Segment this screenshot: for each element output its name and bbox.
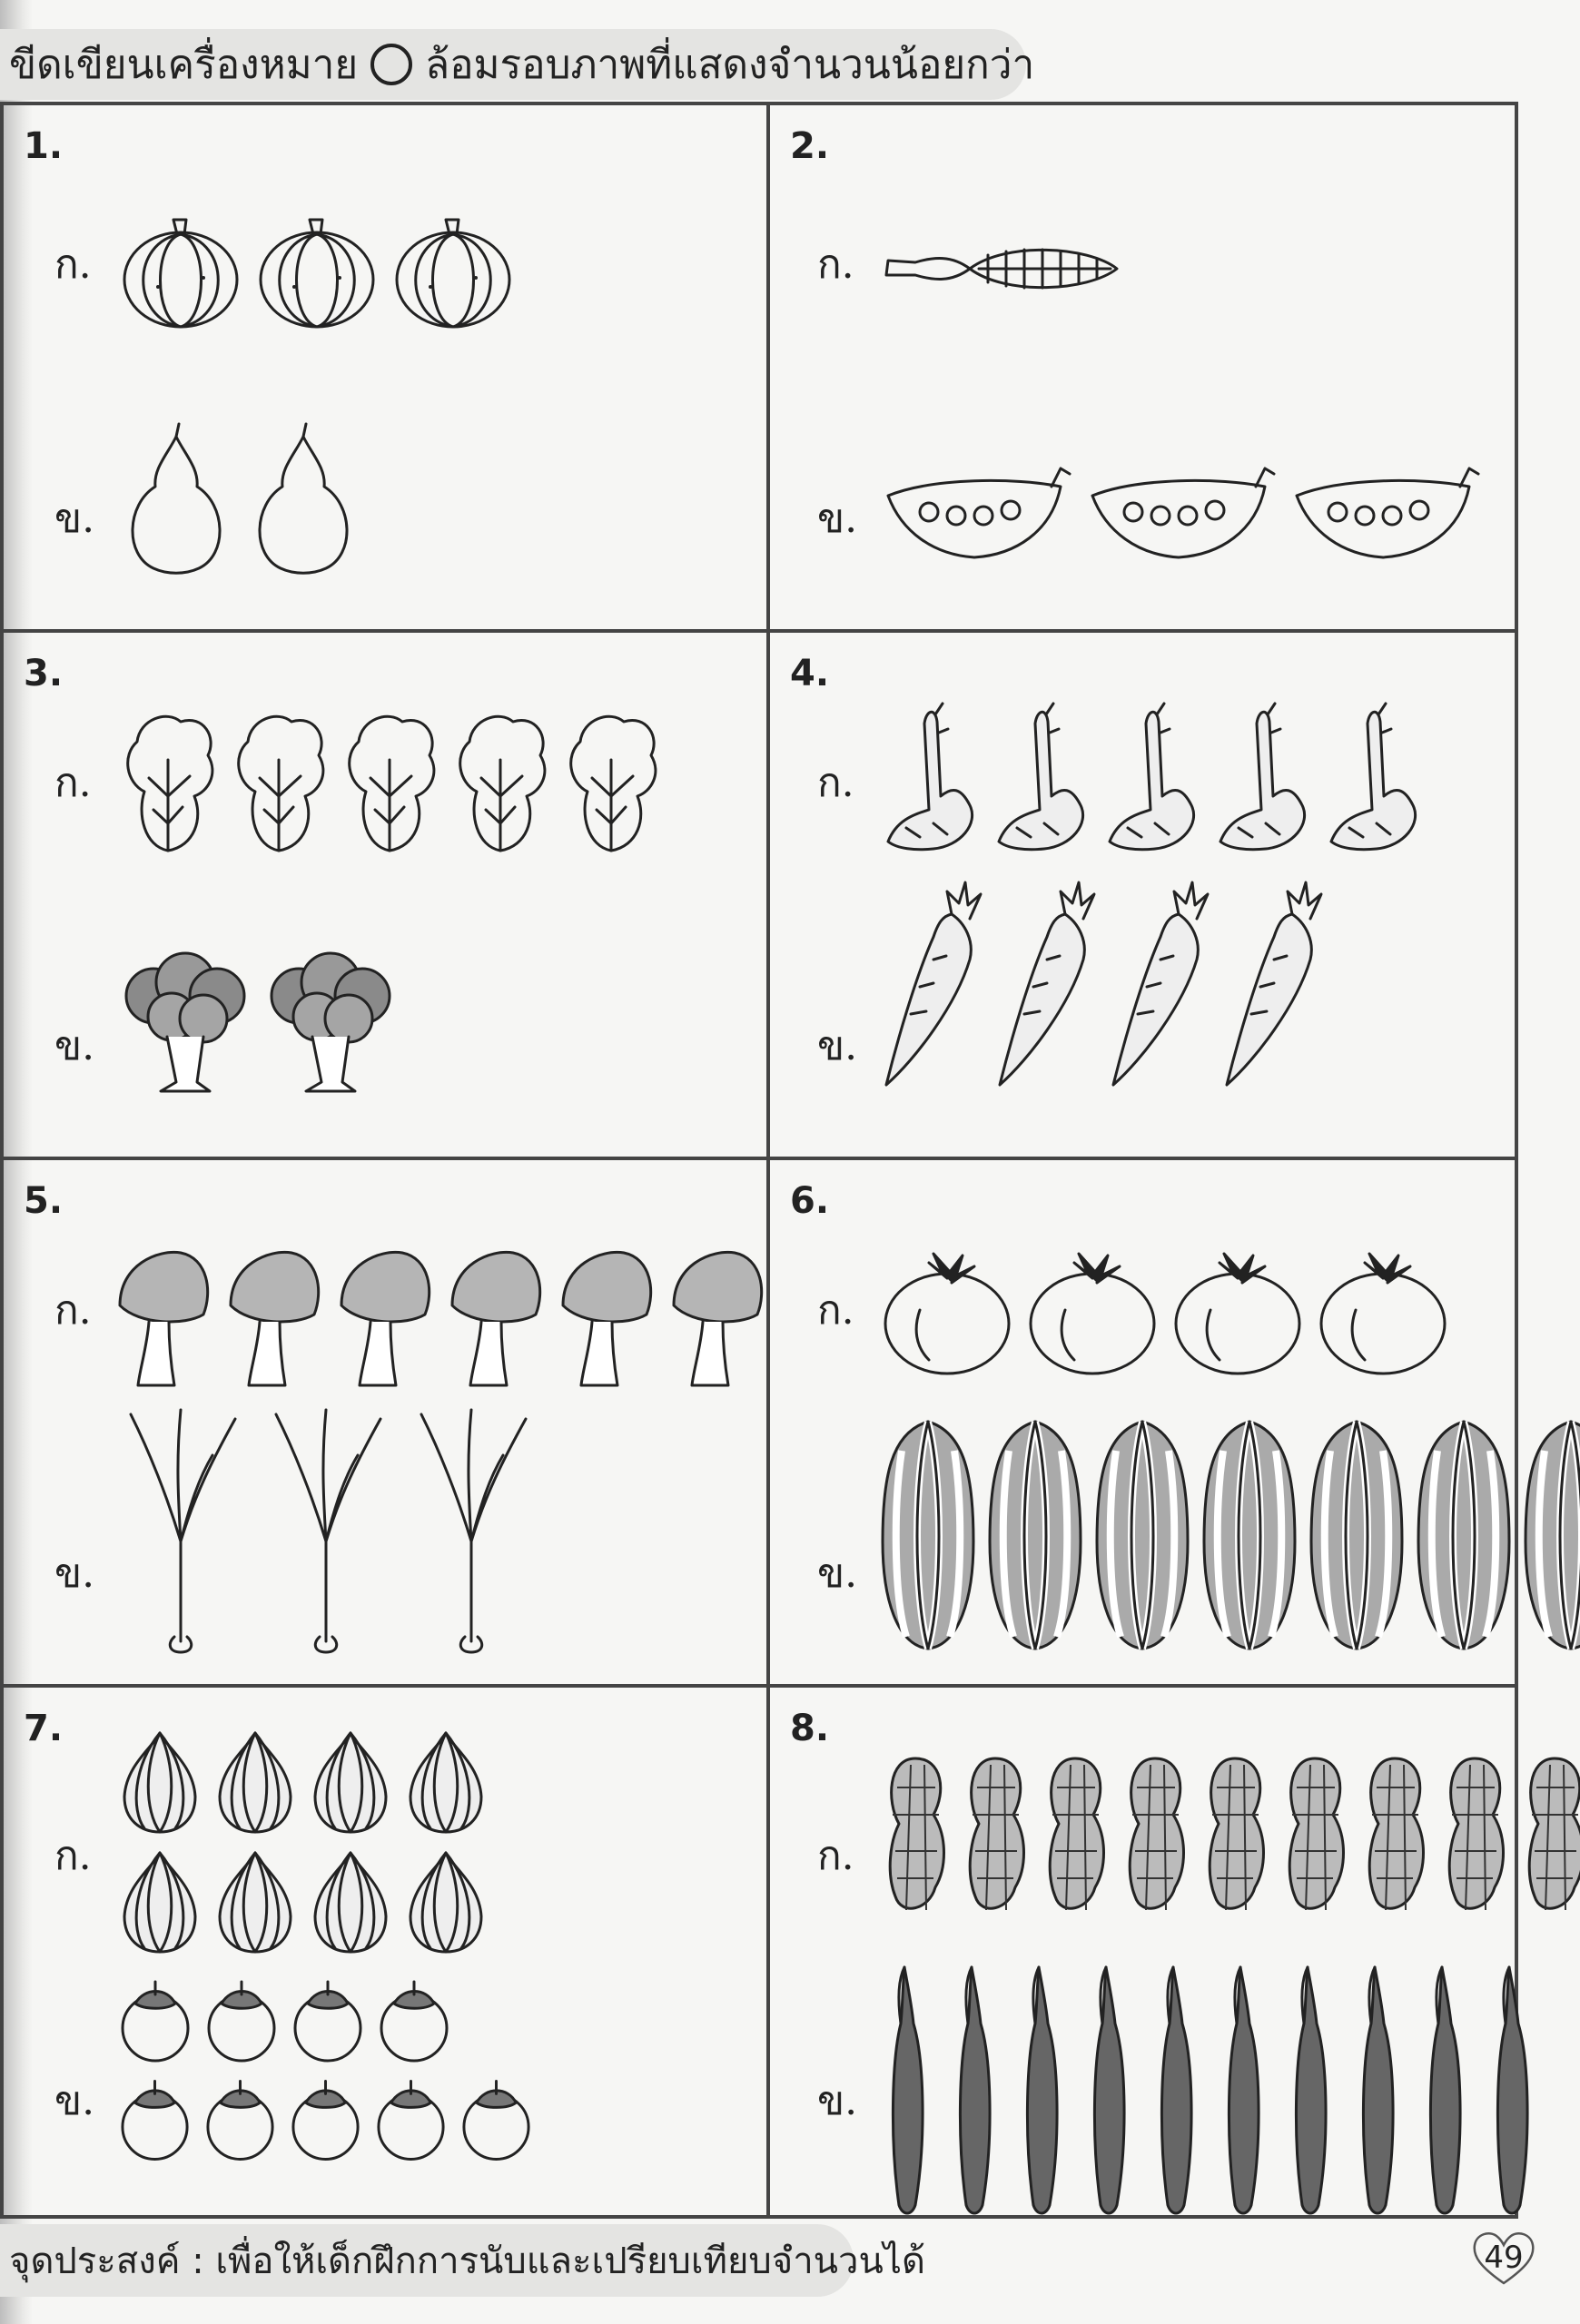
option-b-label: ข. (54, 1023, 95, 1069)
peanut-icon (1358, 1751, 1431, 1924)
question-3 (4, 633, 770, 1160)
cabbage-icon (117, 705, 219, 855)
tomato-icon (1315, 1246, 1451, 1378)
pea-pod-icon (879, 441, 1074, 568)
option-b-label: ข. (817, 1551, 858, 1597)
option-b-label: ข. (54, 2078, 95, 2124)
question-5 (4, 1160, 770, 1688)
gourd-icon (117, 419, 235, 577)
option-b-label: ข. (54, 1551, 95, 1597)
objective-banner (0, 2224, 925, 2297)
icon-row (117, 1728, 499, 1836)
option-a-group[interactable] (113, 1242, 768, 1392)
onion-icon (308, 1848, 394, 1955)
page-number: 49 (1471, 2229, 1536, 2287)
eggplant-icon (117, 2077, 193, 2163)
spring-onion-icon (403, 1405, 539, 1655)
question-6 (770, 1160, 1515, 1688)
tomato-icon (1024, 1246, 1160, 1378)
cabbage-icon (560, 705, 662, 855)
onion-icon (308, 1728, 394, 1836)
bitter-gourd-icon (1308, 1414, 1406, 1655)
tomato-icon (879, 1246, 1015, 1378)
bitter-gourd-icon (1522, 1414, 1580, 1655)
gourd-icon (244, 419, 362, 577)
broccoli-icon (262, 946, 399, 1096)
eggplant-icon (202, 2077, 279, 2163)
bitter-gourd-icon (879, 1414, 977, 1655)
bitter-gourd-icon (1415, 1414, 1513, 1655)
eggplant-icon (117, 1978, 194, 2064)
cabbage-icon (228, 705, 330, 855)
instruction-text-before: ขีดเขียนเครื่องหมาย (9, 42, 359, 88)
peanut-icon (1039, 1751, 1111, 1924)
option-b-group[interactable] (879, 878, 1324, 1091)
objective-text: จุดประสงค์ : เพื่อให้เด็กฝึกการนับและเปรียบเทียบจำนวนได้ (9, 2240, 925, 2282)
question-8 (770, 1688, 1515, 2215)
option-b-group[interactable] (117, 419, 362, 577)
question-number: 1. (24, 125, 64, 167)
peanut-icon (1518, 1751, 1580, 1924)
option-a-group[interactable] (117, 705, 662, 855)
pea-pod-icon (1083, 441, 1279, 568)
peanut-icon (1438, 1751, 1511, 1924)
bitter-gourd-icon (1093, 1414, 1191, 1655)
ginger-icon (990, 696, 1091, 855)
question-4 (770, 633, 1515, 1160)
peanut-icon (959, 1751, 1032, 1924)
option-b-group[interactable] (113, 1405, 539, 1655)
onion-icon (403, 1848, 489, 1955)
option-a-label: ก. (54, 1833, 92, 1879)
eggplant-icon (288, 2077, 364, 2163)
chili-icon (1417, 1960, 1471, 2223)
circle-icon (370, 44, 412, 85)
icon-row (117, 2077, 535, 2163)
eggplant-icon (203, 1978, 281, 2064)
eggplant-icon (290, 1978, 367, 2064)
mushroom-icon (223, 1242, 325, 1392)
pumpkin-icon (390, 214, 517, 332)
chili-icon (1215, 1960, 1269, 2223)
chili-icon (946, 1960, 1001, 2223)
option-a-group[interactable] (117, 1728, 499, 1968)
question-number: 3. (24, 653, 64, 694)
chili-icon (1081, 1960, 1135, 2223)
option-b-label: ข. (817, 1023, 858, 1069)
ginger-icon (1101, 696, 1202, 855)
cabbage-icon (449, 705, 551, 855)
question-number: 2. (790, 125, 830, 167)
question-2 (770, 105, 1515, 633)
option-a-group[interactable] (879, 696, 1424, 855)
option-b-group[interactable] (117, 946, 399, 1096)
option-a-label: ก. (817, 241, 854, 288)
icon-row (117, 1848, 499, 1955)
carrot-icon (992, 878, 1097, 1091)
option-b-label: ข. (817, 496, 858, 542)
peanut-icon (1279, 1751, 1351, 1924)
mushroom-icon (667, 1242, 768, 1392)
carrot-icon (1106, 878, 1210, 1091)
onion-icon (117, 1728, 203, 1836)
onion-icon (212, 1728, 299, 1836)
eggplant-icon (373, 2077, 449, 2163)
option-a-group[interactable] (879, 1751, 1580, 1924)
question-number: 6. (790, 1180, 830, 1222)
option-a-label: ก. (817, 760, 854, 806)
instruction-banner (0, 29, 1035, 100)
corn-icon (879, 228, 1124, 310)
carrot-icon (879, 878, 983, 1091)
question-number: 4. (790, 653, 830, 694)
question-1 (4, 105, 770, 633)
option-a-label: ก. (54, 241, 92, 288)
chili-icon (1013, 1960, 1068, 2223)
option-a-label: ก. (817, 1287, 854, 1334)
peanut-icon (1199, 1751, 1271, 1924)
onion-icon (403, 1728, 489, 1836)
eggplant-icon (459, 2077, 535, 2163)
chili-icon (1282, 1960, 1337, 2223)
cabbage-icon (339, 705, 440, 855)
broccoli-icon (117, 946, 253, 1096)
question-number: 8. (790, 1708, 830, 1749)
question-7 (4, 1688, 770, 2215)
option-a-label: ก. (817, 1833, 854, 1879)
pumpkin-icon (253, 214, 380, 332)
bitter-gourd-icon (986, 1414, 1084, 1655)
onion-icon (117, 1848, 203, 1955)
eggplant-icon (376, 1978, 453, 2064)
option-b-label: ข. (817, 2078, 858, 2124)
mushroom-icon (113, 1242, 214, 1392)
option-b-group[interactable] (117, 1978, 535, 2176)
option-a-group[interactable] (879, 1246, 1451, 1378)
option-b-label: ข. (54, 496, 95, 542)
option-a-group[interactable] (117, 214, 517, 332)
spring-onion-icon (258, 1405, 394, 1655)
onion-icon (212, 1848, 299, 1955)
chili-icon (1148, 1960, 1202, 2223)
ginger-icon (1322, 696, 1424, 855)
carrot-icon (1220, 878, 1324, 1091)
option-a-label: ก. (54, 760, 92, 806)
pea-pod-icon (1288, 441, 1483, 568)
option-b-group[interactable] (879, 441, 1483, 568)
option-a-label: ก. (54, 1287, 92, 1334)
question-number: 5. (24, 1180, 64, 1222)
icon-row (117, 1978, 535, 2064)
peanut-icon (1119, 1751, 1191, 1924)
instruction-text-after: ล้อมรอบภาพที่แสดงจำนวนน้อยกว่า (425, 42, 1035, 88)
ginger-icon (879, 696, 981, 855)
peanut-icon (879, 1751, 952, 1924)
option-b-group[interactable] (879, 1960, 1538, 2223)
pumpkin-icon (117, 214, 244, 332)
mushroom-icon (445, 1242, 547, 1392)
ginger-icon (1211, 696, 1313, 855)
bitter-gourd-icon (1200, 1414, 1299, 1655)
tomato-icon (1170, 1246, 1306, 1378)
option-b-group[interactable] (879, 1414, 1580, 1655)
mushroom-icon (556, 1242, 657, 1392)
exercise-grid (0, 102, 1518, 2219)
mushroom-icon (334, 1242, 436, 1392)
chili-icon (879, 1960, 933, 2223)
chili-icon (1484, 1960, 1538, 2223)
chili-icon (1349, 1960, 1404, 2223)
question-number: 7. (24, 1708, 64, 1749)
spring-onion-icon (113, 1405, 249, 1655)
option-a-group[interactable] (879, 228, 1124, 310)
